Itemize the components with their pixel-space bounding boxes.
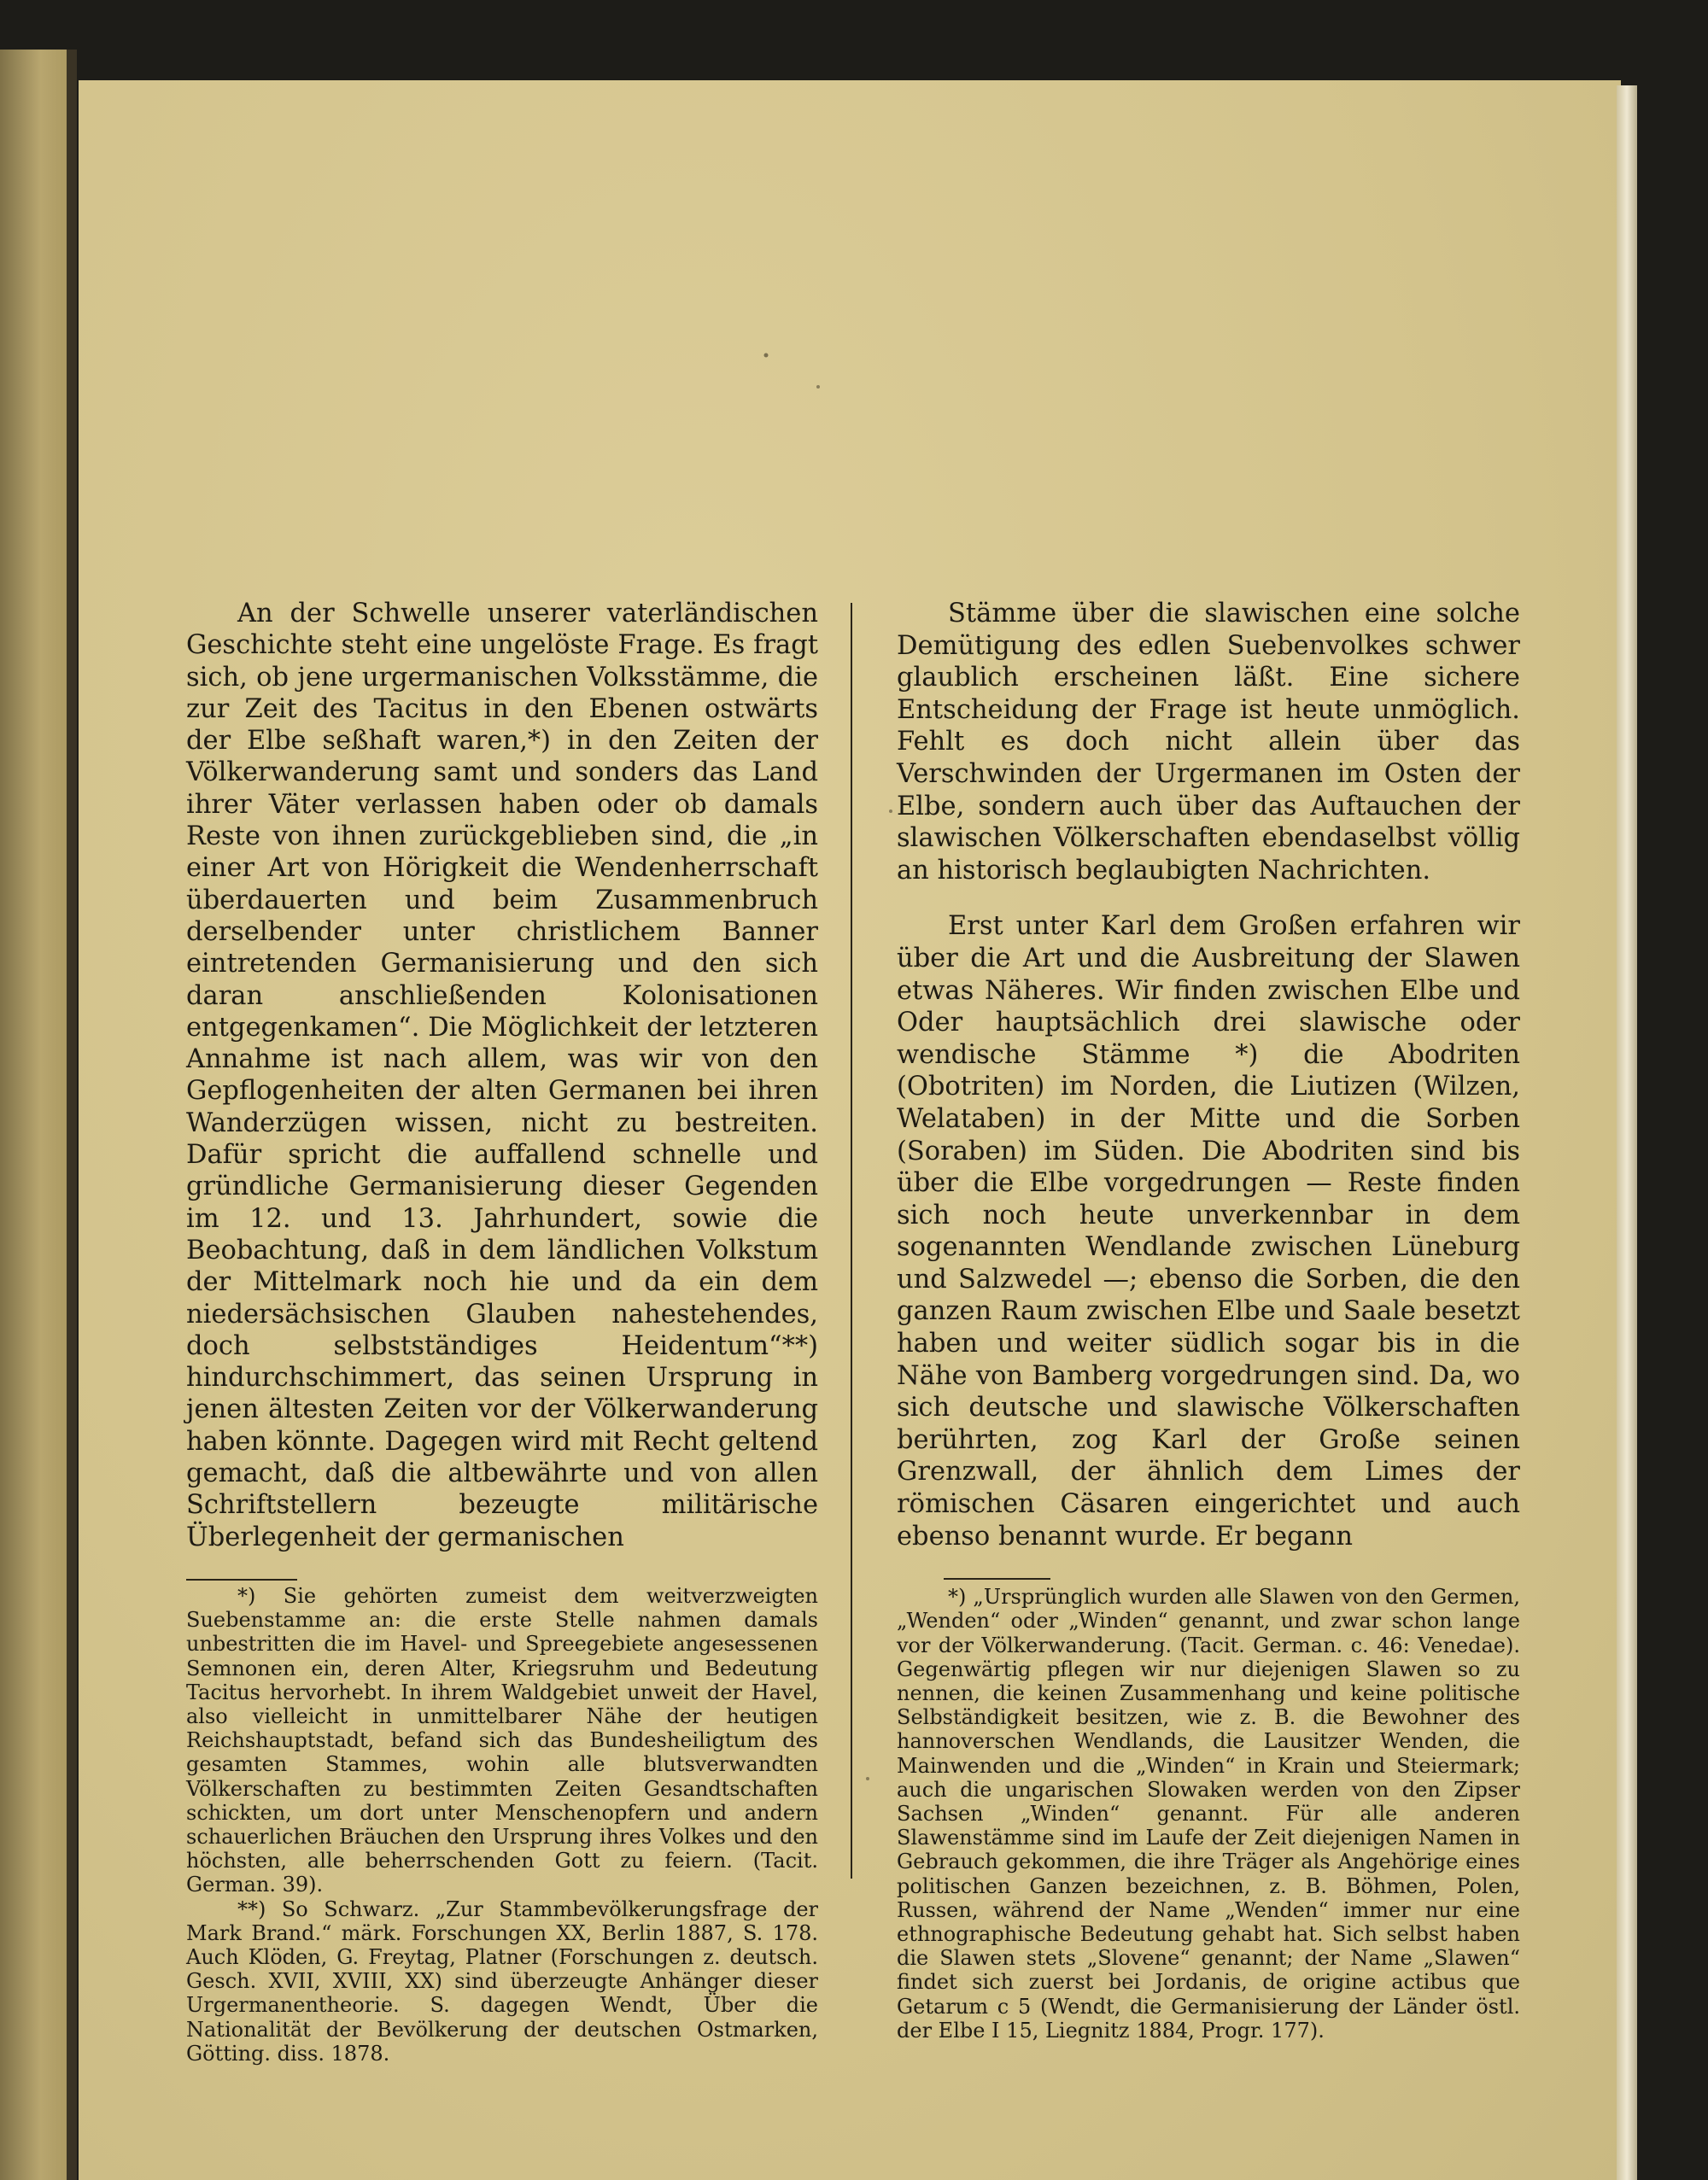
right-body-paragraph-2: Erst unter Karl dem Großen erfahren wir über die Art und die Ausbreitung der Slawen etwas Näheres. Wir finden zwischen Elbe und Oder hauptsächlich drei slawische oder wendische Stämme *) die Abodriten (Obotriten) im Norden, die Liutizen (Wilzen, Welataben) in der Mitte und die Sorben (Soraben) im Süden. Die Abodriten sind bis über die Elbe vorgedrungen — Reste finden sich noch heute unverkennbar in dem sogenannten Wendlande zwischen Lüneburg und Salzwedel —; ebenso die Sorben, die den ganzen Raum zwischen Elbe und Saale besetzt haben und weiter südlich sogar bis in die Nähe von Bamberg vorgedrungen sind. Da, wo sich deutsche und slawische Völkerschaften berührten, zog Karl der Große seinen Grenzwall, der ähnlich dem Limes der römischen Cäsaren eingerichtet und auch ebenso benannt wurde. Er begann <box>897 911 1520 1552</box>
right-column <box>897 598 1520 2043</box>
footnote-rule-left <box>186 1579 297 1581</box>
footnote-schwarz: **) So Schwarz. „Zur Stammbevölkerungsfrage der Mark Brand.“ märk. Forschungen XX, Berlin 1887, S. 178. Auch Klöden, G. Freytag, Platner (Forschungen z. deutsch. Gesch. XVII, XVIII, XX) sind überzeugte Anhänger dieser Urgermanentheorie. S. dagegen Wendt, Über die Nationalität der Bevölkerung der deutschen Ostmarken, Götting. diss. 1878. <box>186 1897 818 2066</box>
left-column <box>186 598 818 2066</box>
footnote-wenden: *) „Ursprünglich wurden alle Slawen von den Germen, „Wenden“ oder „Winden“ genannt, und zwar schon lange vor der Völkerwanderung. (Tacit. German. c. 46: Venedae). Gegenwärtig pflegen wir nur diejenigen Slawen so zu nennen, die keinen Zusammenhang und keine politische Selbständigkeit besitzen, wie z. B. die Bewohner des hannoverschen Wendlands, die Lausitzer Wenden, die Mainwenden und die „Winden“ in Krain und Steiermark; auch die ungarischen Slowaken werden von den Zipser Sachsen „Winden“ genannt. Für alle anderen Slawenstämme sind im Laufe der Zeit diejenigen Namen in Gebrauch gekommen, die ihre Träger als Angehörige eines politischen Ganzen bezeichnen, z. B. Böhmen, Polen, Russen, während der Name „Wenden“ immer nur eine ethnographische Bedeutung gehabt hat. Sich selbst haben die Slawen stets „Slovene“ genannt; der Name „Slawen“ findet sich zuerst bei Jordanis, de origine actibus que Getarum c 5 (Wendt, die Germanisierung der Länder östl. der Elbe I 15, Liegnitz 1884, Progr. 177). <box>897 1585 1520 2043</box>
binding-gutter <box>67 50 77 2180</box>
facing-page-edge <box>0 50 73 2180</box>
footnote-rule-right <box>944 1578 1050 1580</box>
left-body-paragraph: An der Schwelle unserer vaterländischen Geschichte steht eine ungelöste Frage. Es fragt sich, ob jene urgermanischen Volksstämme, die zur Zeit des Tacitus in den Ebenen ostwärts der Elbe seßhaft waren,*) in den Zeiten der Völkerwanderung samt und sonders das Land ihrer Väter verlassen haben oder ob damals Reste von ihnen zurückgeblieben sind, die „in einer Art von Hörigkeit die Wendenherrschaft überdauerten und beim Zusammenbruch derselbender unter christlichem Banner eintretenden Germanisierung und den sich daran anschließenden Kolonisationen entgegenkamen“. Die Möglichkeit der letzteren Annahme ist nach allem, was wir von den Gepflogenheiten der alten Germanen bei ihren Wanderzügen wissen, nicht zu bestreiten. Dafür spricht die auffallend schnelle und gründliche Germanisierung dieser Gegenden im 12. und 13. Jahrhundert, sowie die Beobachtung, daß in dem ländlichen Volkstum der Mittelmark noch hie und da ein dem niedersächsischen Glauben nahestehendes, doch selbstständiges Heidentum“**) hindurchschimmert, das seinen Ursprung in jenen ältesten Zeiten vor der Völkerwanderung haben könnte. Dagegen wird mit Recht geltend gemacht, daß die altbewährte und von allen Schriftstellern bezeugte militärische Überlegenheit der germanischen <box>186 599 818 1552</box>
column-divider <box>851 603 852 1879</box>
page-edge-right <box>1617 85 1637 2180</box>
footnote-semnonen: *) Sie gehörten zumeist dem weitverzweigten Suebenstamme an: die erste Stelle nahmen damals unbestritten die im Havel- und Spreegebiete angesessenen Semnonen ein, deren Alter, Kriegsruhm und Bedeutung Tacitus hervorhebt. In ihrem Waldgebiet unweit der Havel, also vielleicht in unmittelbarer Nähe der heutigen Reichshauptstadt, befand sich das Bundesheiligtum des gesamten Stammes, wohin alle blutsverwandten Völkerschaften zu bestimmten Zeiten Gesandtschaften schickten, um dort unter Menschenopfern und andern schauerlichen Bräuchen den Ursprung ihres Volkes und den höchsten, alle beherrschenden Gott zu feiern. (Tacit. German. 39). <box>186 1583 818 1897</box>
right-body-paragraph-1: Stämme über die slawischen eine solche Demütigung des edlen Suebenvolkes schwer glaublich erscheinen läßt. Eine sichere Entscheidung der Frage ist heute unmöglich. Fehlt es doch nicht allein über das Verschwinden der Urgermanen im Osten der Elbe, sondern auch über das Auftauchen der slawischen Völkerschaften ebendaselbst völlig an historisch beglaubigten Nachrichten. <box>897 599 1520 885</box>
